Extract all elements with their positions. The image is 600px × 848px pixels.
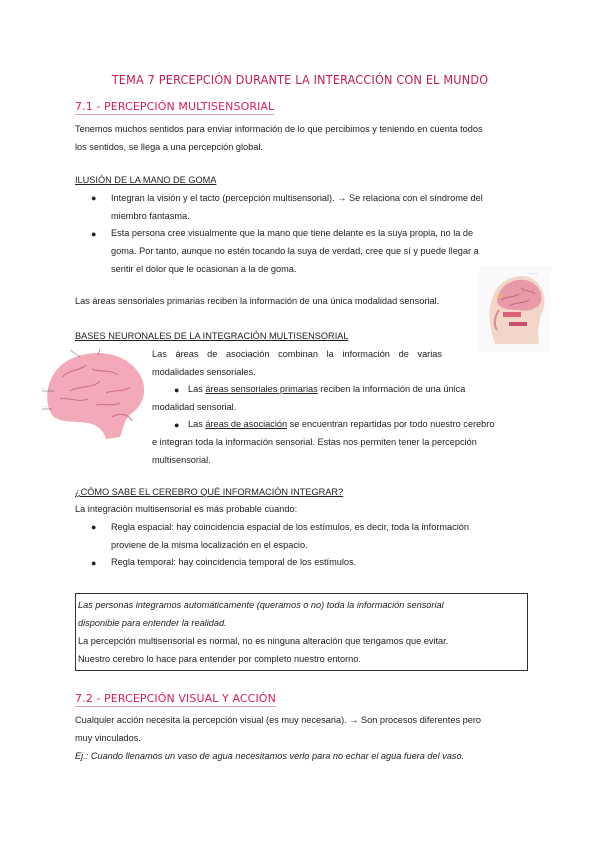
- text-line: modalidad sensorial.: [152, 402, 237, 412]
- svg-text:- - - -: - - - -: [42, 386, 50, 390]
- bases-paragraph: [152, 345, 526, 381]
- bases-bullet-2: [152, 415, 526, 469]
- bullet-marker: ●: [91, 522, 97, 532]
- subheading-bases: BASES NEURONALES DE LA INTEGRACIÓN MULTISENSORIAL: [75, 331, 349, 341]
- head-brain-illustration: [479, 266, 551, 352]
- underlined-term: áreas de asociación: [205, 419, 288, 429]
- section-heading-7-2-text: 7.2 - PERCEPCIÓN VISUAL Y ACCIÓN: [75, 692, 276, 705]
- text-line: proviene de la misma localización en el espacio.: [111, 540, 308, 550]
- intro-line-1: Tenemos muchos sentidos para enviar información de lo que percibimos y teniendo en cuenta todos: [75, 124, 483, 134]
- text-fragment: reciben la información de una única: [317, 384, 466, 394]
- como-bullet-2: Regla temporal: hay coincidencia temporal de los estímulos.: [111, 557, 357, 567]
- text-line: Integran la visión y el tacto (percepción multisensorial). → Se relaciona con el síndrome del: [111, 193, 483, 203]
- underlined-term: áreas sensoriales primarias: [205, 384, 318, 394]
- text-line: La percepción multisensorial es normal, no es ninguna alteración que tengamos que evitar.: [78, 636, 449, 646]
- bullet-marker: ●: [174, 420, 180, 430]
- text-line: muy vinculados.: [75, 733, 141, 743]
- text-line: miembro fantasma.: [111, 211, 190, 221]
- example-line: Ej.: Cuando llenamos un vaso de agua necesitamos verlo para no echar el agua fuera del vaso.: [75, 751, 465, 761]
- text-fragment: Las: [188, 384, 206, 394]
- summary-box-text: [78, 596, 524, 668]
- text-line: Cualquier acción necesita la percepción visual (es muy necesaria). → Son procesos diferentes pero: [75, 715, 481, 725]
- section-heading-7-2: [75, 692, 276, 705]
- section-heading-7-1-text: 7.1 - PERCEPCIÓN MULTISENSORIAL: [75, 100, 275, 113]
- text-line: multisensorial.: [152, 455, 211, 465]
- intro-paragraph: [75, 120, 526, 156]
- svg-text:- - - -: - - - -: [42, 404, 50, 408]
- text-line: Esta persona cree visualmente que la mano que tiene delante es la suya propia, no la de: [111, 228, 474, 238]
- ilusion-bullet-1: [111, 189, 526, 225]
- subheading-como: ¿CÓMO SABE EL CEREBRO QUÉ INFORMACIÓN INTEGRAR?: [75, 487, 344, 497]
- text-fragment: se encuentran repartidas por todo nuestro cerebro: [287, 419, 495, 429]
- s72-paragraph: [75, 711, 526, 765]
- text-fragment: Las: [188, 419, 206, 429]
- bullet-marker: ●: [91, 558, 97, 568]
- text-line: disponible para entender la realidad.: [78, 618, 227, 628]
- text-line: Las personas integramos automáticamente (queramos o no) toda la información sensorial: [78, 600, 444, 610]
- subheading-ilusion: ILUSIÓN DE LA MANO DE GOMA: [75, 175, 217, 185]
- bullet-marker: ●: [91, 229, 97, 239]
- page-title: TEMA 7 PERCEPCIÓN DURANTE LA INTERACCIÓN CON EL MUNDO: [111, 72, 489, 87]
- text-line: [152, 380, 526, 398]
- text-line: Las áreas de asociación combinan la información de varias: [152, 349, 442, 359]
- brain-association-areas-illustration: [40, 347, 150, 447]
- intro-line-2: los sentidos, se llega a una percepción global.: [75, 142, 263, 152]
- text-line: modalidades sensoriales.: [152, 367, 256, 377]
- text-line: Nuestro cerebro lo hace para entender por completo nuestro entorno.: [78, 654, 361, 664]
- areas-paragraph: Las áreas sensoriales primarias reciben la información de una única modalidad sensorial.: [75, 296, 440, 306]
- ilusion-bullet-2: [111, 224, 526, 278]
- bullet-marker: ●: [174, 385, 180, 395]
- bullet-marker: ●: [91, 193, 97, 203]
- como-intro: La integración multisensorial es más probable cuando:: [75, 504, 298, 514]
- svg-text:- - - -: - - - -: [529, 271, 538, 275]
- text-line: [152, 415, 526, 433]
- text-line: goma. Por tanto, aunque no estén tocando la suya de verdad, cree que sí y puede llegar a: [111, 246, 479, 256]
- text-line: Regla espacial: hay coincidencia espacial de los estímulos, es decir, toda la información: [111, 522, 469, 532]
- como-bullet-1: [111, 518, 526, 554]
- bases-bullet-1: [152, 380, 526, 416]
- text-line: sentir el dolor que le ocasionan a la de goma.: [111, 264, 297, 274]
- text-line: e integran toda la información sensorial. Estas nos permiten tener la percepción: [152, 437, 477, 447]
- section-heading-7-1: [75, 100, 274, 113]
